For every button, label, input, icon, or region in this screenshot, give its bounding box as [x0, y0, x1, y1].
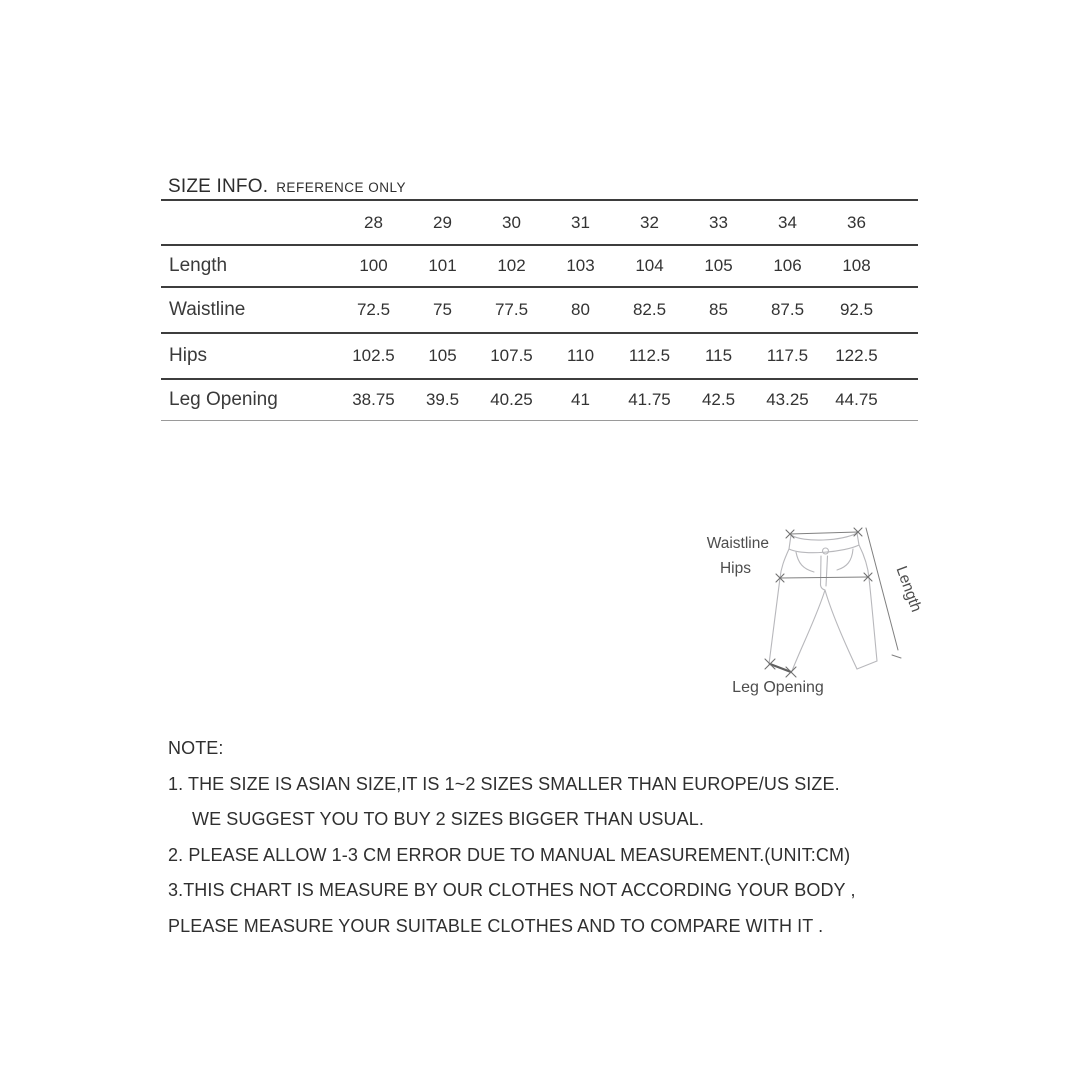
note-line-2: 2. PLEASE ALLOW 1-3 CM ERROR DUE TO MANUAL MEASUREMENT.(UNIT:CM) [168, 844, 851, 865]
size-header: 34 [778, 212, 797, 232]
notes-section [168, 731, 948, 944]
table-cell: 40.25 [490, 390, 533, 409]
table-cell: 105 [704, 256, 733, 275]
table-cell: 42.5 [701, 390, 736, 409]
reference-only-subtitle: REFERENCE ONLY [276, 180, 406, 195]
size-header: 28 [364, 212, 383, 232]
table-cell: 100 [359, 256, 388, 275]
size-header: 32 [640, 212, 659, 232]
table-cell: 107.5 [490, 346, 533, 365]
table-row-hips [161, 334, 918, 378]
table-cell: 80 [571, 300, 590, 319]
table-cell: 102 [497, 256, 526, 275]
table-row-leg-opening [161, 380, 918, 420]
table-cell: 44.75 [835, 390, 878, 409]
table-cell: 101 [428, 256, 457, 275]
table-cell: 92.5 [839, 300, 874, 319]
table-cell: 103 [566, 256, 595, 275]
table-cell: 77.5 [494, 300, 529, 319]
leg-opening-measure-line [770, 664, 791, 672]
size-header: 33 [709, 212, 728, 232]
hips-measure-line [780, 577, 868, 578]
note-line-1: 1. THE SIZE IS ASIAN SIZE,IT IS 1~2 SIZES SMALLER THAN EUROPE/US SIZE. [168, 773, 840, 794]
row-label: Length [169, 255, 228, 276]
size-info-title: SIZE INFO. [168, 176, 269, 197]
table-cell: 104 [635, 256, 664, 275]
table-cell: 108 [842, 256, 871, 275]
size-header: 31 [571, 212, 590, 232]
table-cell: 85 [709, 300, 728, 319]
table-cell: 102.5 [352, 346, 395, 365]
table-cell: 87.5 [770, 300, 805, 319]
length-diagram-label: Length [892, 563, 925, 615]
table-cell: 43.25 [766, 390, 809, 409]
pants-measurement-diagram [690, 505, 940, 710]
table-cell: 41.75 [628, 390, 671, 409]
page-title [168, 176, 406, 198]
measure-x-markers [765, 528, 872, 677]
table-row-waistline [161, 288, 918, 332]
size-header: 30 [502, 212, 521, 232]
row-label: Leg Opening [169, 389, 278, 410]
leg-opening-diagram-label: Leg Opening [732, 679, 824, 696]
notes-heading: NOTE: [168, 738, 224, 758]
size-header-row [161, 201, 918, 244]
table-cell: 72.5 [356, 300, 391, 319]
table-cell: 106 [773, 256, 802, 275]
table-cell: 82.5 [632, 300, 667, 319]
table-rule-bottom [161, 420, 918, 421]
size-header: 29 [433, 212, 452, 232]
note-line-1b: WE SUGGEST YOU TO BUY 2 SIZES BIGGER THAN USUAL. [192, 809, 704, 829]
table-row-length [161, 246, 918, 286]
table-cell: 75 [433, 300, 452, 319]
hips-diagram-label: Hips [719, 560, 751, 577]
row-label: Waistline [169, 299, 246, 320]
table-cell: 41 [571, 390, 590, 409]
size-table [161, 199, 918, 423]
row-label: Hips [169, 345, 208, 366]
length-measure-line [866, 528, 901, 658]
measurement-lines [780, 528, 901, 658]
table-cell: 112.5 [628, 346, 671, 365]
table-cell: 122.5 [835, 346, 878, 365]
table-cell: 110 [566, 346, 595, 365]
waistline-diagram-label: Waistline [706, 535, 769, 552]
pants-outline [769, 533, 877, 672]
table-cell: 38.75 [352, 390, 395, 409]
table-cell: 115 [704, 346, 733, 365]
size-header: 36 [847, 212, 866, 232]
note-line-3: 3.THIS CHART IS MEASURE BY OUR CLOTHES NOT ACCORDING YOUR BODY , [168, 880, 856, 900]
table-cell: 117.5 [766, 346, 809, 365]
waistline-measure-line [790, 532, 858, 534]
table-cell: 105 [428, 346, 457, 365]
note-line-3b: PLEASE MEASURE YOUR SUITABLE CLOTHES AND TO COMPARE WITH IT . [168, 915, 824, 936]
table-cell: 39.5 [425, 390, 460, 409]
